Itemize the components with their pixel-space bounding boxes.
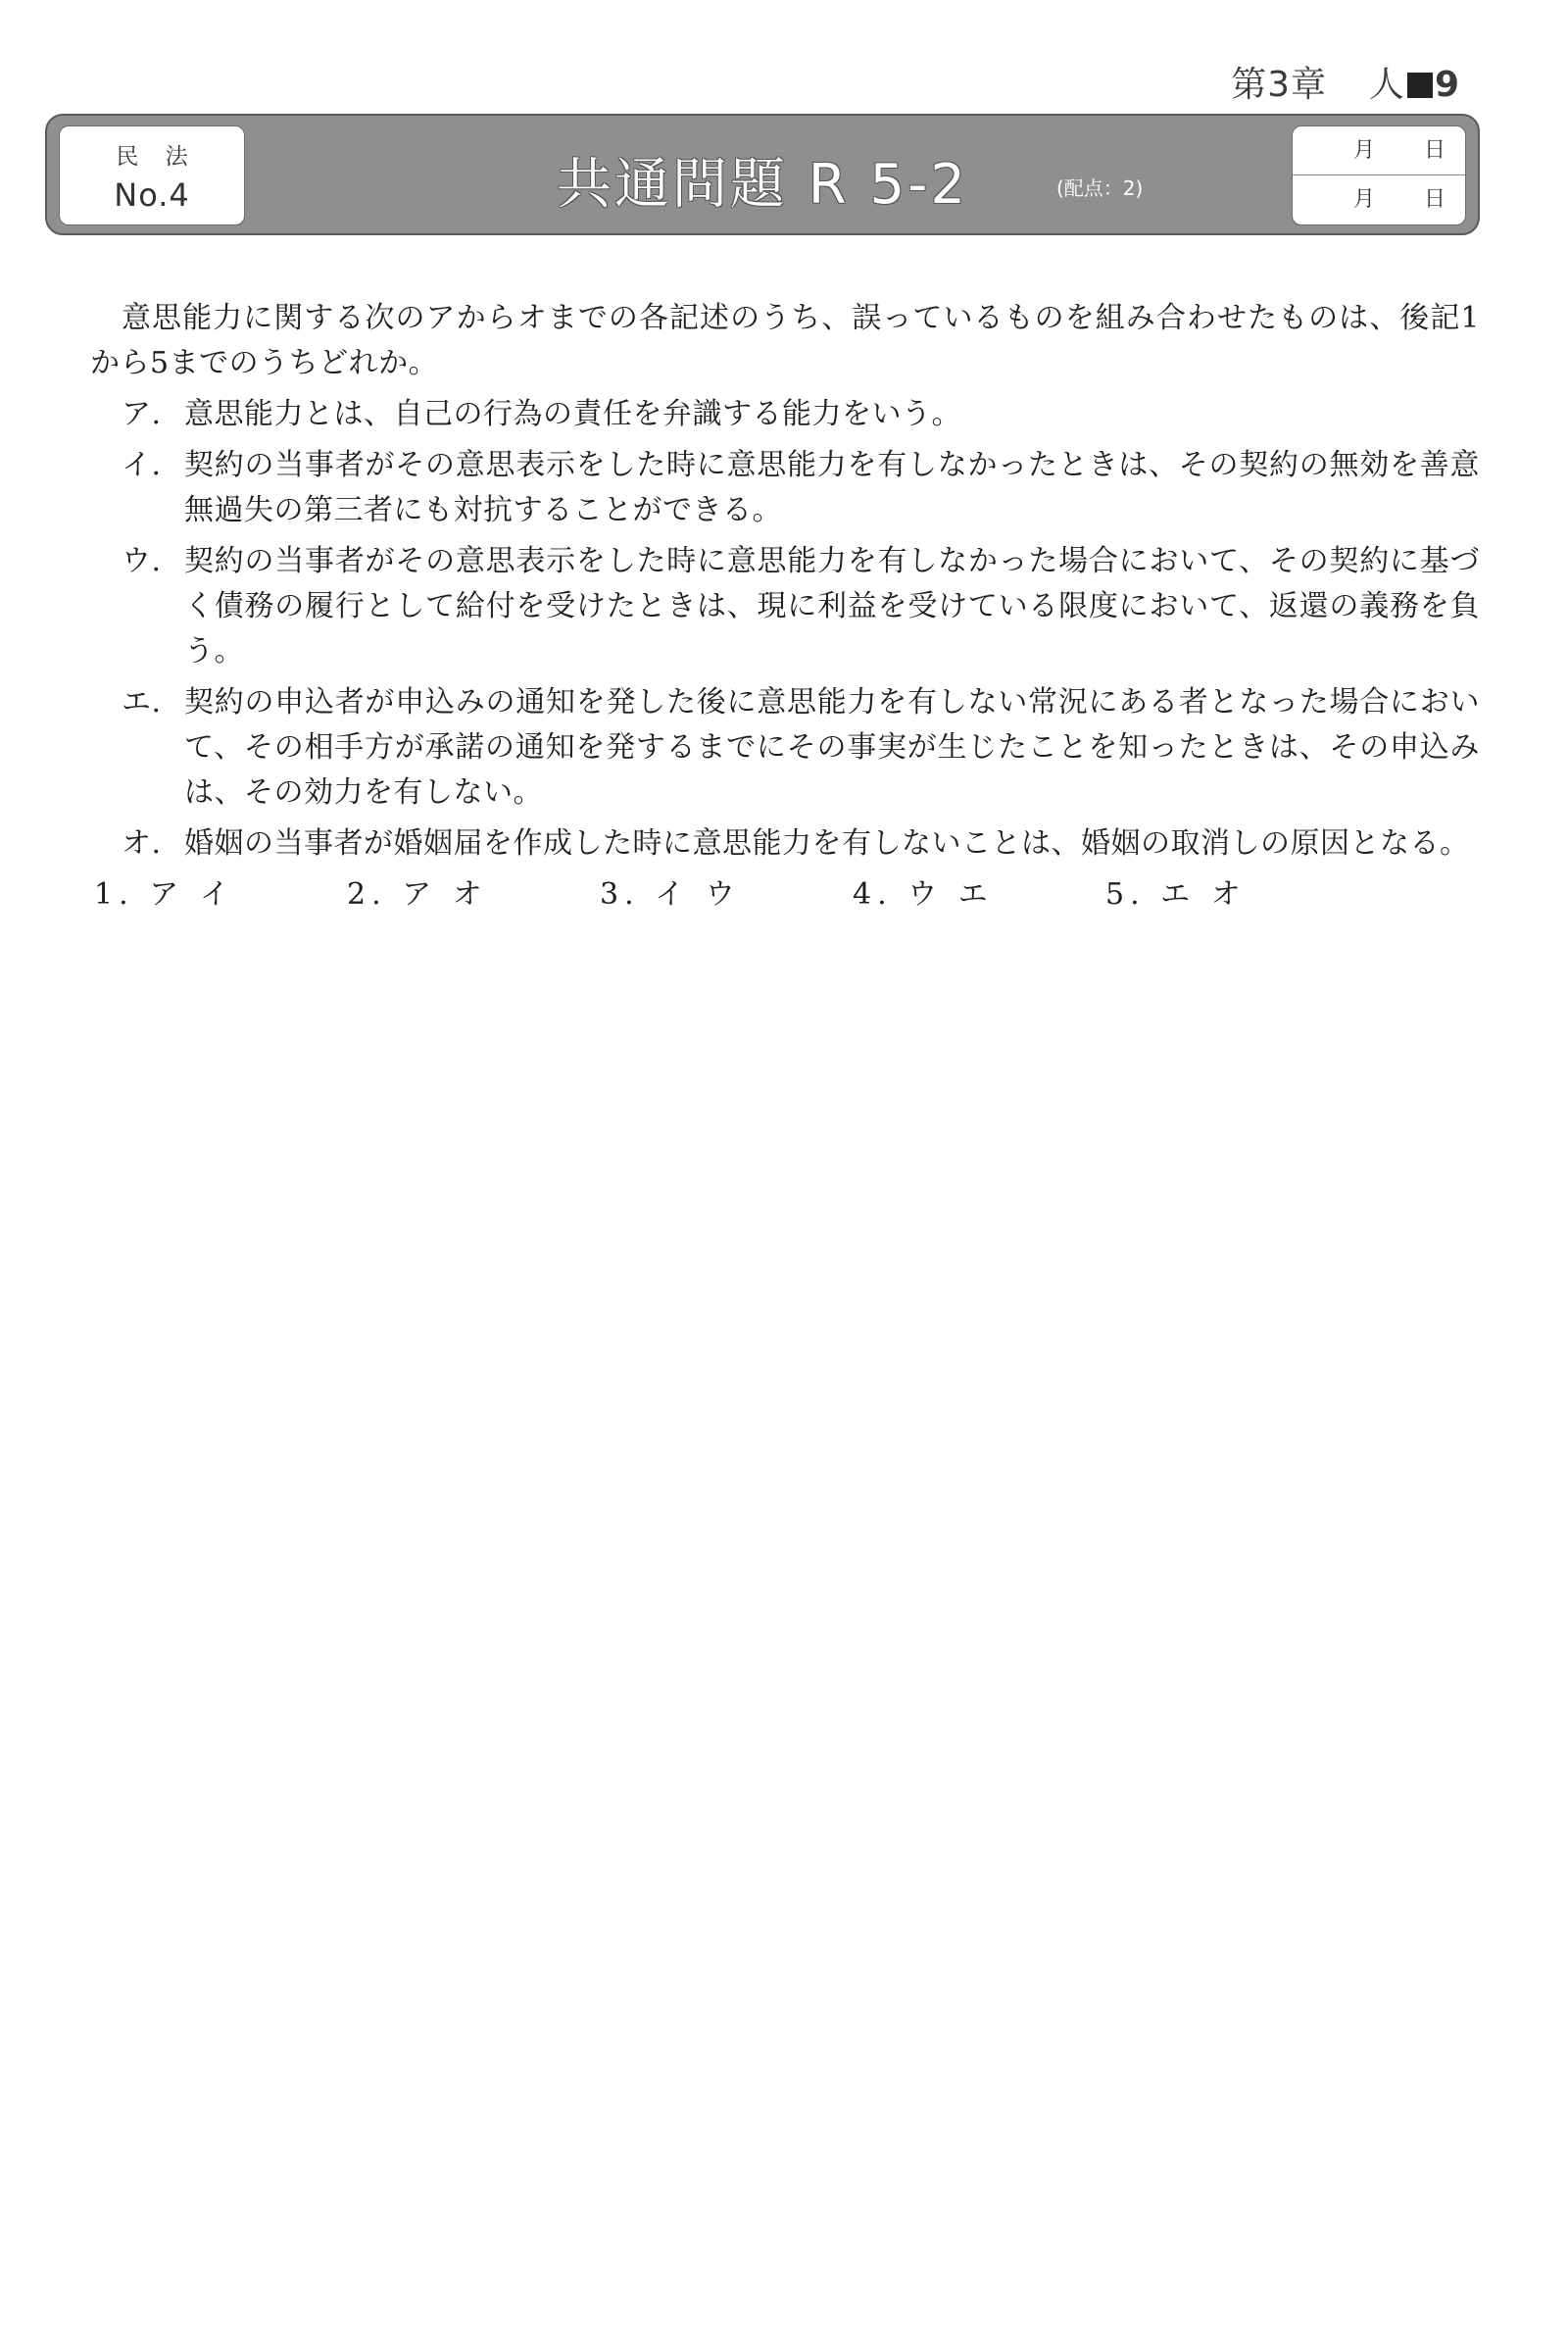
section-label: 人	[1368, 65, 1405, 105]
chapter-header	[1231, 57, 1460, 107]
answer-choice-5: 5. エ オ	[1105, 877, 1247, 912]
statement-text: 意思能力とは、自己の行為の責任を弁識する能力をいう。	[184, 397, 961, 431]
statement-item	[90, 539, 1480, 674]
points-label: (配点：2)	[1056, 176, 1144, 200]
statement-marker: ア.	[122, 397, 162, 431]
month-label: 月	[1352, 138, 1375, 163]
date-row	[1293, 174, 1465, 223]
date-row	[1293, 126, 1465, 174]
statement-item	[90, 443, 1480, 533]
question-text: 意思能力に関する次のアからオまでの各記述のうち、誤っているものを組み合わせたものは、後記1から5までのうちどれか。	[90, 301, 1480, 380]
statement-text: 契約の当事者がその意思表示をした時に意思能力を有しなかったときは、その契約の無効を善意無過失の第三者にも対抗することができる。	[184, 448, 1480, 527]
statement-text: 契約の当事者がその意思表示をした時に意思能力を有しなかった場合において、その契約に基づく債務の履行として給付を受けたときは、現に利益を受けている限度において、返還の義務を負う。	[184, 544, 1480, 669]
problem-title-bar	[45, 114, 1480, 235]
square-mark-icon	[1407, 73, 1433, 98]
chapter-label: 第3章	[1231, 65, 1328, 105]
statement-text: 契約の申込者が申込みの通知を発した後に意思能力を有しない常況にある者となった場合において、その相手方が承諾の通知を発するまでにその事実が生じたことを知ったときは、その申込みは、その効力を有しない。	[184, 685, 1480, 810]
question-content	[90, 296, 1480, 918]
page-number: 9	[1434, 65, 1460, 105]
statement-marker: イ.	[122, 448, 162, 482]
statement-marker: エ.	[122, 685, 162, 720]
statement-list	[90, 392, 1480, 867]
answer-choice-1: 1. ア イ	[94, 877, 235, 912]
day-label: 日	[1423, 138, 1446, 163]
problem-number: No.4	[114, 176, 190, 214]
statement-item	[90, 821, 1480, 867]
study-date-box	[1292, 125, 1466, 225]
month-label: 月	[1352, 187, 1375, 212]
subject-box	[59, 125, 245, 225]
statement-text: 婚姻の当事者が婚姻届を作成した時に意思能力を有しないことは、婚姻の取消しの原因となる。	[184, 826, 1470, 861]
answer-choices	[94, 872, 1480, 918]
statement-marker: ウ.	[122, 544, 162, 578]
statement-item	[90, 680, 1480, 816]
day-label: 日	[1423, 187, 1446, 212]
subject-label: 民 法	[116, 144, 198, 170]
statement-item	[90, 392, 1480, 437]
answer-choice-2: 2. ア オ	[347, 877, 488, 912]
answer-choice-3: 3. イ ウ	[600, 877, 741, 912]
statement-marker: オ.	[122, 826, 162, 861]
answer-choice-4: 4. ウ エ	[853, 877, 994, 912]
problem-title: 共通問題 R 5-2	[557, 153, 968, 217]
